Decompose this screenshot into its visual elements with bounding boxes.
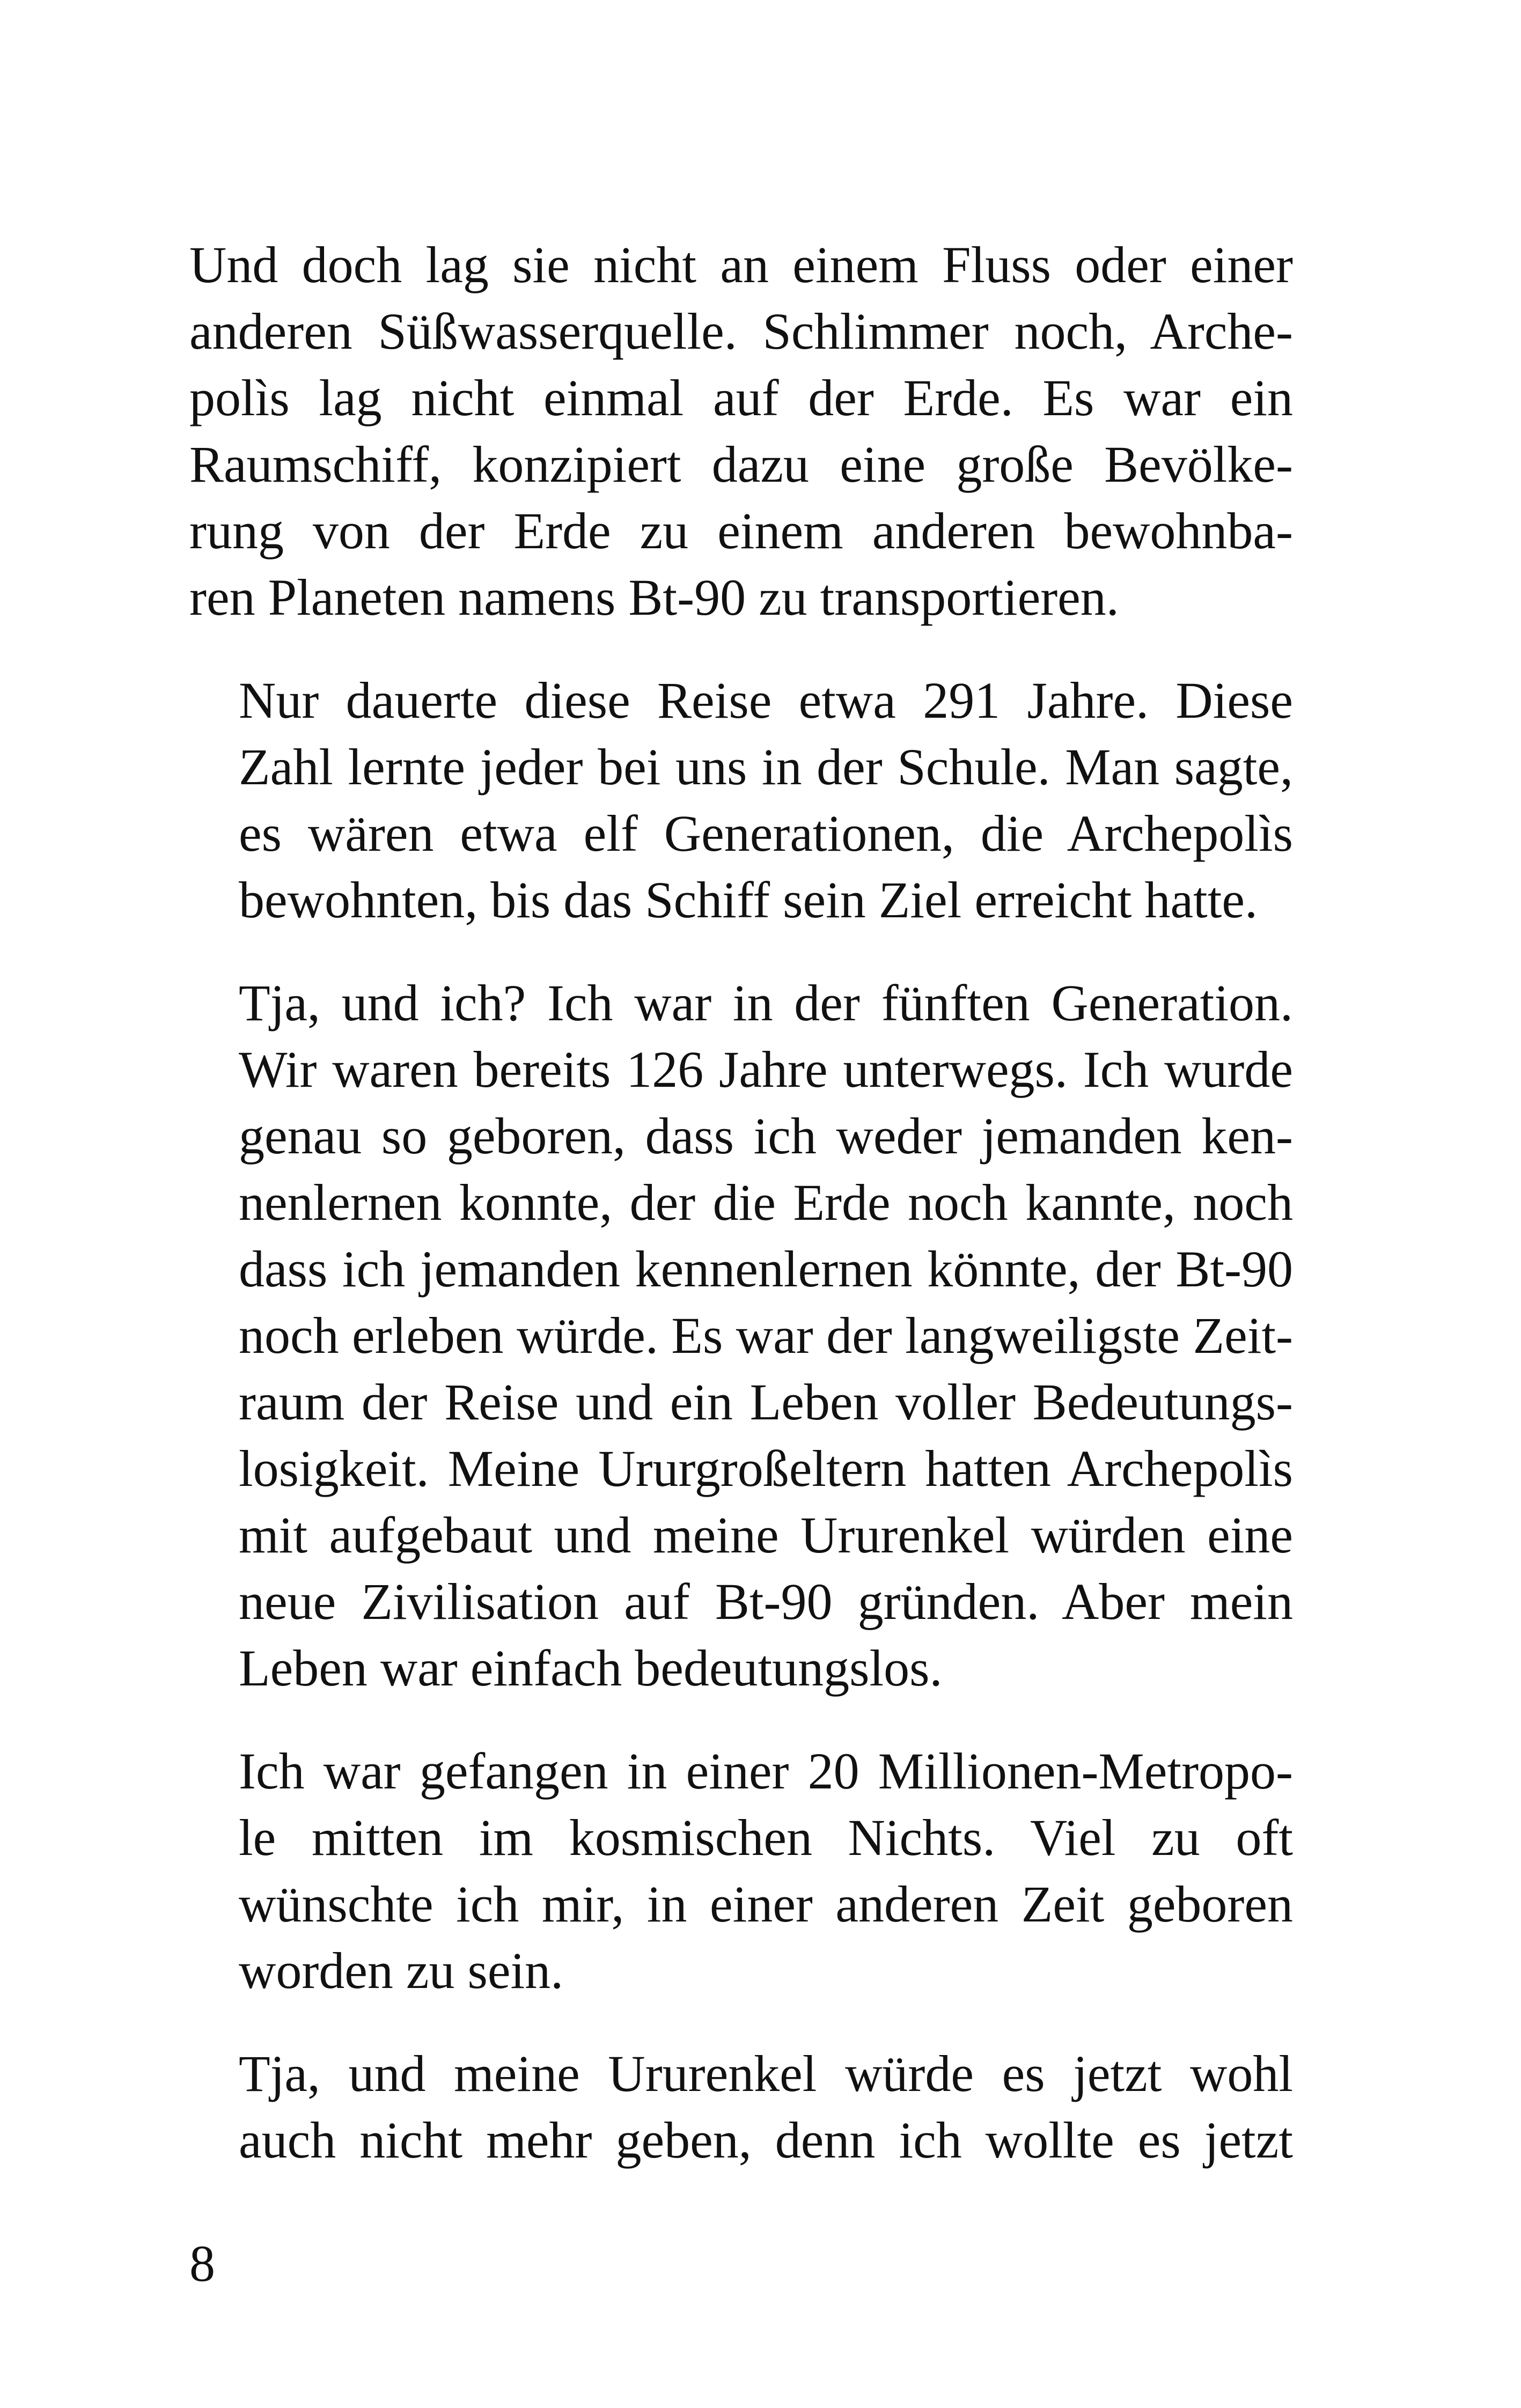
text-line: neue Zivilisation auf Bt-90 gründen. Aber mein	[239, 1573, 1293, 1630]
text-line: Tja, und meine Ururenkel würde es jetzt wohl	[239, 2045, 1293, 2102]
text-line: auch nicht mehr geben, denn ich wollte es jetzt	[239, 2111, 1293, 2169]
text-line: le mitten im kosmischen Nichts. Viel zu oft	[239, 1809, 1293, 1866]
text-line: Wir waren bereits 126 Jahre unterwegs. Ich wurde	[239, 1041, 1293, 1098]
paragraph	[189, 970, 1293, 1702]
text-line: Nur dauerte diese Reise etwa 291 Jahre. Diese	[239, 672, 1293, 729]
text-line: ren Planeten namens Bt-90 zu transportieren.	[189, 569, 1119, 626]
body-text	[189, 232, 1293, 2210]
text-line: Raumschiff, konzipiert dazu eine große Bevölke-	[189, 436, 1293, 493]
paragraph	[189, 232, 1293, 631]
text-line: anderen Süßwasserquelle. Schlimmer noch, Arche-	[189, 303, 1293, 360]
text-line: bewohnten, bis das Schiff sein Ziel erreicht hatte.	[239, 871, 1258, 929]
text-line: es wären etwa elf Generationen, die Archepolìs	[239, 805, 1293, 862]
text-line: rung von der Erde zu einem anderen bewohnba-	[189, 502, 1293, 559]
text-line: polìs lag nicht einmal auf der Erde. Es war ein	[189, 369, 1293, 426]
page-number: 8	[189, 2235, 215, 2292]
text-line: Zahl lernte jeder bei uns in der Schule. Man sagte,	[239, 738, 1293, 796]
paragraph	[189, 667, 1293, 933]
text-line: raum der Reise und ein Leben voller Bedeutungs-	[239, 1373, 1293, 1431]
text-line: noch erleben würde. Es war der langweiligste Zeit-	[239, 1307, 1293, 1364]
text-line: wünschte ich mir, in einer anderen Zeit geboren	[239, 1875, 1293, 1933]
text-line: nenlernen konnte, der die Erde noch kannte, noch	[239, 1174, 1293, 1231]
text-line: Tja, und ich? Ich war in der fünften Generation.	[239, 974, 1293, 1032]
text-line: dass ich jemanden kennenlernen könnte, der Bt-90	[239, 1240, 1293, 1298]
text-line: worden zu sein.	[239, 1942, 564, 1999]
text-line: mit aufgebaut und meine Ururenkel würden eine	[239, 1506, 1293, 1564]
text-line: Leben war einfach bedeutungslos.	[239, 1639, 943, 1697]
text-line: Und doch lag sie nicht an einem Fluss oder einer	[189, 236, 1293, 293]
paragraph	[189, 1738, 1293, 2004]
paragraph	[189, 2041, 1293, 2174]
text-line: genau so geboren, dass ich weder jemanden ken-	[239, 1107, 1293, 1165]
text-line: losigkeit. Meine Ururgroßeltern hatten Archepolìs	[239, 1440, 1293, 1497]
text-line: Ich war gefangen in einer 20 Millionen-Metropo-	[239, 1742, 1293, 1800]
